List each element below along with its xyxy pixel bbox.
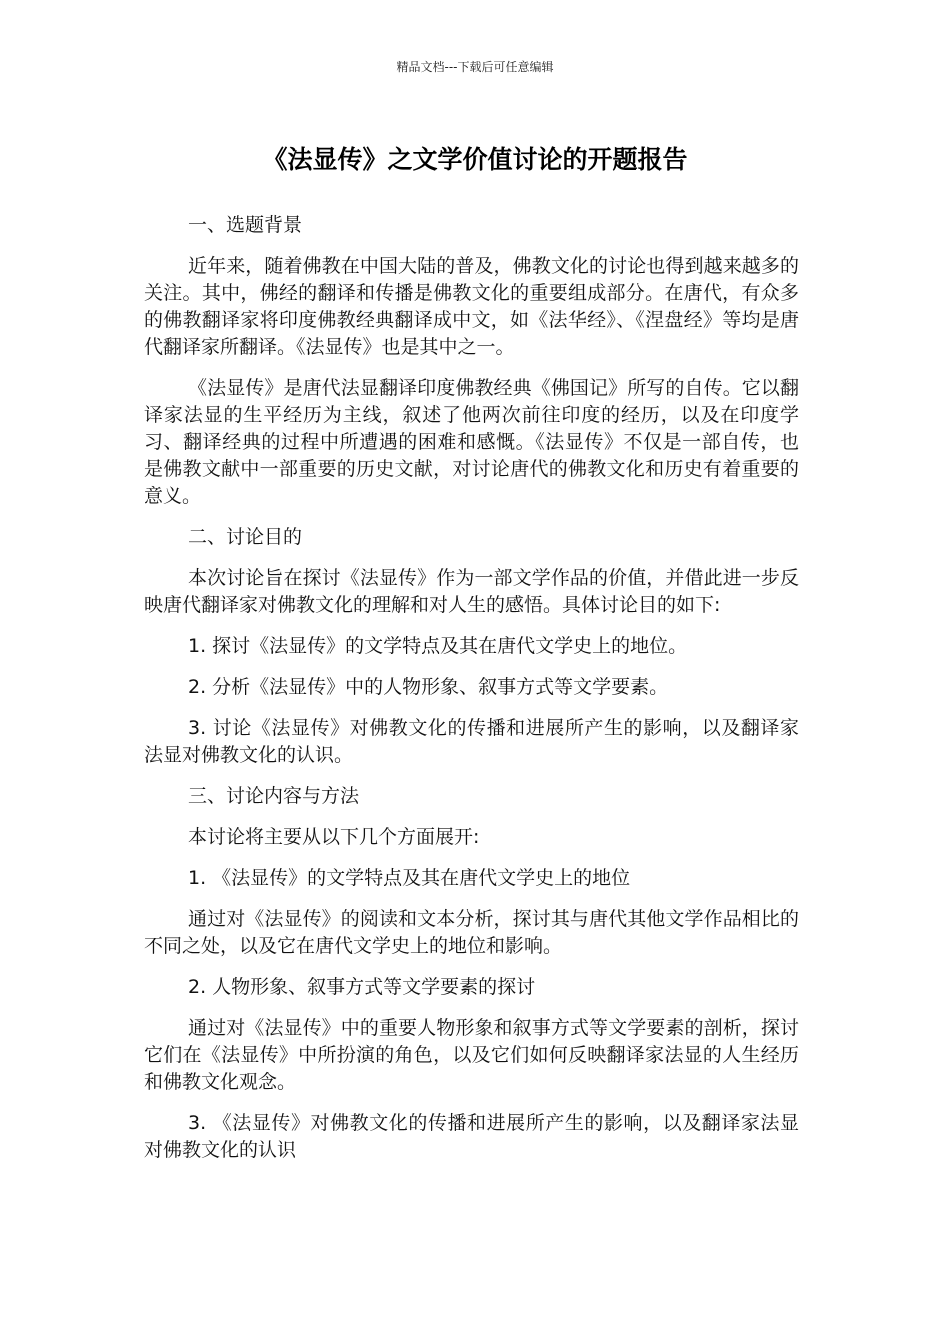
- document-title: 《法显传》之文学价值讨论的开题报告: [262, 145, 688, 174]
- section-heading-purpose: 二、讨论目的: [188, 526, 303, 548]
- content-item-3-heading: 3. 《法显传》对佛教文化的传播和进展所产生的影响，以及翻译家法显对佛教文化的认识: [144, 1112, 799, 1161]
- section-heading-content-method: 三、讨论内容与方法: [188, 785, 360, 807]
- paragraph-content-intro: 本讨论将主要从以下几个方面展开:: [188, 826, 480, 848]
- content-item-1-heading: 1. 《法显传》的文学特点及其在唐代文学史上的地位: [188, 867, 631, 889]
- document-body: [144, 212, 799, 1178]
- content-item-1-text: 通过对《法显传》的阅读和文本分析，探讨其与唐代其他文学作品相比的不同之处，以及它在唐代文学史上的地位和影响。: [144, 908, 799, 957]
- purpose-item-2: 2. 分析《法显传》中的人物形象、叙事方式等文学要素。: [188, 676, 669, 698]
- purpose-item-1: 1. 探讨《法显传》的文学特点及其在唐代文学史上的地位。: [188, 635, 688, 657]
- content-item-2-heading: 2. 人物形象、叙事方式等文学要素的探讨: [188, 976, 536, 998]
- section-heading-background: 一、选题背景: [188, 214, 303, 236]
- paragraph-background-1: 近年来，随着佛教在中国大陆的普及，佛教文化的讨论也得到越来越多的关注。其中，佛经的翻译和传播是佛教文化的重要组成部分。在唐代，有众多的佛教翻译家将印度佛教经典翻译成中文，如《法华经》、《涅盘经》等均是唐代翻译家所翻译。《法显传》也是其中之一。: [144, 255, 799, 358]
- paragraph-background-2: 《法显传》是唐代法显翻译印度佛教经典《佛国记》所写的自传。它以翻译家法显的生平经历为主线，叙述了他两次前往印度的经历，以及在印度学习、翻译经典的过程中所遭遇的困难和感慨。《法显传》不仅是一部自传，也是佛教文献中一部重要的历史文献，对讨论唐代的佛教文化和历史有着重要的意义。: [144, 377, 799, 507]
- paragraph-purpose-intro: 本次讨论旨在探讨《法显传》作为一部文学作品的价值，并借此进一步反映唐代翻译家对佛教文化的理解和对人生的感悟。具体讨论目的如下:: [144, 567, 799, 616]
- purpose-item-3: 3. 讨论《法显传》对佛教文化的传播和进展所产生的影响，以及翻译家法显对佛教文化的认识。: [144, 717, 799, 766]
- header-note: 精品文档---下载后可任意编辑: [396, 60, 554, 74]
- content-item-2-text: 通过对《法显传》中的重要人物形象和叙事方式等文学要素的剖析，探讨它们在《法显传》中所扮演的角色，以及它们如何反映翻译家法显的人生经历和佛教文化观念。: [144, 1017, 799, 1093]
